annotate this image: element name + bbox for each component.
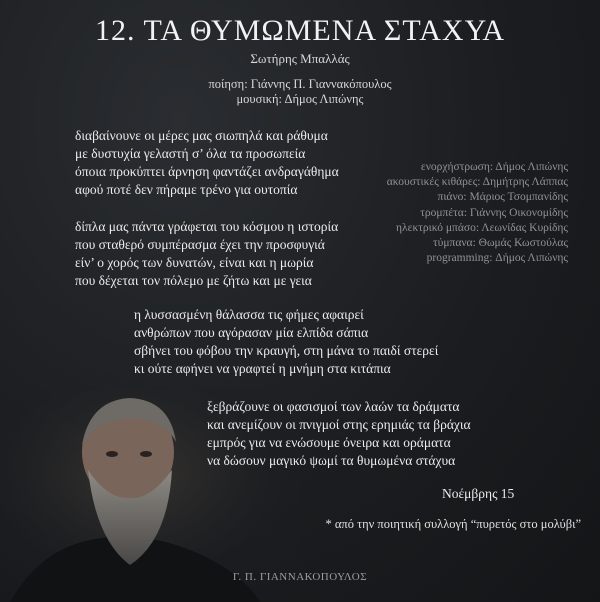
musician-line: programming: Δήμος Λιπώνης [426, 252, 568, 265]
lyric-line: σβήνει του φόβου την κραυγή, στη μάνα το παιδί στερεί [134, 343, 439, 358]
stanza-3 [134, 306, 438, 378]
song-title: 12. ΤΑ ΘΥΜΩΜΕΝΑ ΣΤΑΧΥΑ [95, 14, 505, 47]
credits-block [0, 77, 600, 107]
lyric-line: δίπλα μας πάντα γράφεται του κόσμου η ιστορία [75, 219, 339, 234]
stanza-4 [207, 398, 471, 470]
date-label: Νοέμβρης 15 [442, 486, 515, 501]
lyric-line: ξεβράζουνε οι φασισμοί των λαών τα δράματα [207, 399, 460, 414]
lyric-line: που σταθερό συμπέρασμα έχει την προσφυγιά [75, 237, 325, 252]
musician-line: τρομπέτα: Γιάννης Οικονομίδης [420, 206, 568, 219]
lyric-line: κι ούτε αφήνει να γραφτεί η μνήμη στα κιτάπια [134, 361, 391, 376]
lyric-line: που δέχεται τον πόλεμο με ζήτω και με γεια [75, 273, 312, 288]
author-footer: Γ. Π. ΓΙΑΝΝΑΚΟΠΟΥΛΟΣ [232, 571, 368, 583]
musician-line: ενορχήστρωση: Δήμος Λιπώνης [420, 161, 568, 173]
musician-line: ακουστικές κιθάρες: Δημήτρης Λάππας [386, 176, 568, 189]
lyric-line: ανθρώπων που αγόρασαν μία ελπίδα σάπια [134, 325, 369, 340]
musician-line: πιάνο: Μάριος Τσομπανίδης [437, 191, 568, 204]
musician-line: τύμπανα: Θωμάς Κωστούλας [433, 237, 568, 250]
lyric-line: με δυστυχία γελαστή σ’ όλα τα προσωπεία [75, 146, 306, 161]
lyric-line: όποια προκύπτει άρνηση φαντάζει ανδραγάθημα [75, 164, 339, 179]
lyric-line: να δώσουν μαγικό ψωμί τα θυμωμένα στάχυα [207, 453, 456, 468]
artist-name: Σωτήρης Μπαλλάς [250, 51, 350, 66]
stanza-1 [75, 127, 339, 199]
musician-line: ηλεκτρικό μπάσο: Λεωνίδας Κυρίδης [396, 221, 568, 234]
poetry-credit: ποίηση: Γιάννης Π. Γιαννακόπουλος [208, 77, 392, 91]
lyric-line: εμπρός για να ενώσουμε όνειρα και οράματα [207, 435, 451, 450]
stanza-2 [75, 218, 338, 290]
lyric-line: και ανεμίζουν οι πνιγμοί στης ερημιάς τα βράχια [207, 417, 471, 432]
music-credit: μουσική: Δήμος Λιπώνης [236, 92, 364, 106]
lyric-line: είν’ ο χορός των δυνατών, είναι και η μωρία [75, 255, 314, 270]
lyric-line: η λυσσασμένη θάλασσα τις φήμες αφαιρεί [134, 307, 364, 322]
lyric-line: αφού ποτέ δεν πήραμε τρένο για ουτοπία [75, 182, 298, 197]
musicians-credits [387, 160, 568, 266]
source-note: * από την ποιητική συλλογή “πυρετός στο μολύβι” [325, 517, 581, 531]
lyric-line: διαβαίνουνε οι μέρες μας σιωπηλά και ράθυμα [75, 128, 328, 143]
